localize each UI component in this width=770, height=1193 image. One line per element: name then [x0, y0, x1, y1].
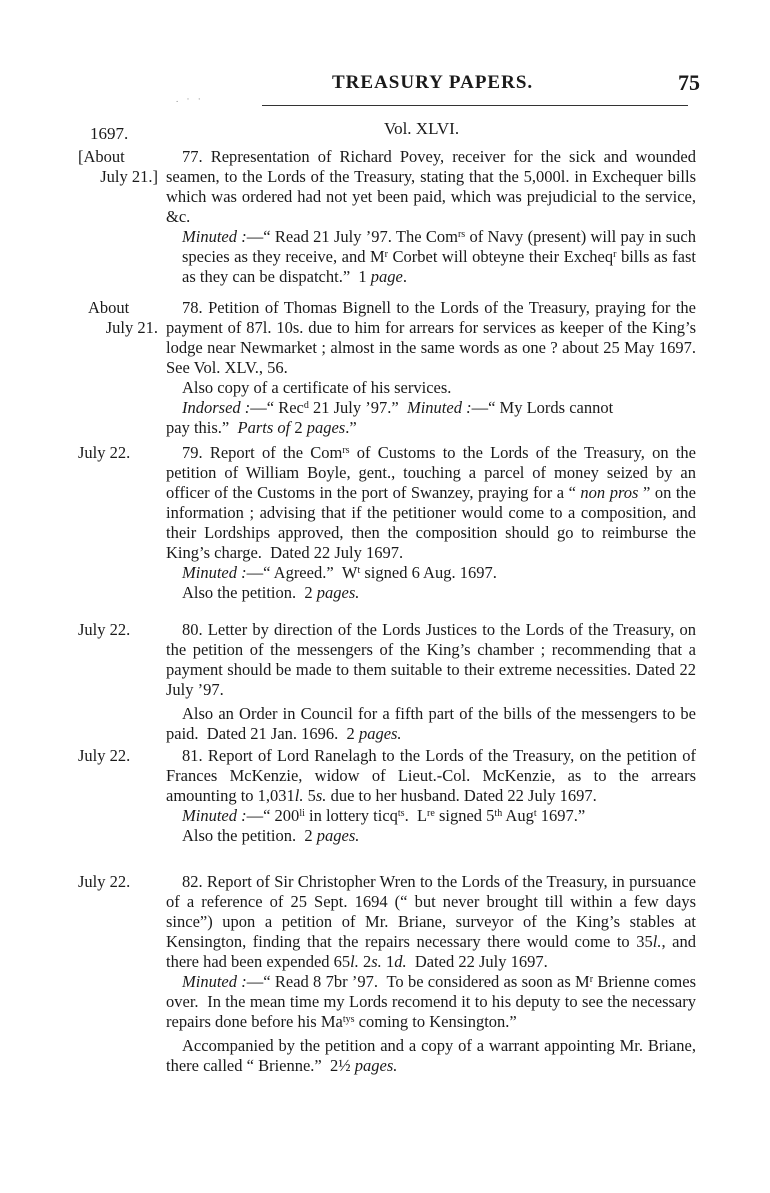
entry-body [166, 872, 696, 1076]
entry-date: About July 21. [88, 298, 158, 337]
entry-text: 80. Letter by direction of the Lords Justices to the Lords of the Treasury, on the petition of the messengers of the King’s chamber ; recommending that a payment should be made to them suitable to their extreme necessities. Dated 22 July ’97. [166, 620, 696, 699]
entry-body [166, 147, 696, 287]
entry-body [166, 298, 696, 438]
entry-also: Also the petition. 2 pages. [182, 826, 360, 845]
page-number: 75 [678, 70, 700, 95]
volume-heading: Vol. XLVI. [384, 119, 460, 138]
entry-body [166, 620, 696, 744]
entry-accompanied: Accompanied by the petition and a copy of a warrant appointing Mr. Briane, there called “ Brienne.” 2½ pages. [166, 1036, 696, 1075]
running-title: TREASURY PAPERS. [332, 72, 534, 93]
entry-indorsed: Indorsed :—“ Rec$^d$ 21 July ’97.” Minuted :—“ My Lords cannot [182, 398, 614, 417]
entry-body [166, 746, 696, 846]
entry-text: 81. Report of Lord Ranelagh to the Lords of the Treasury, on the petition of Frances McKenzie, widow of Lieut.-Col. McKenzie, as to the arrears amounting to 1,031l. 5s. due to her husband. Dated 22 July 1697. [166, 746, 696, 805]
entry-minuted: Minuted :—“ $200^{li}$ in lottery ticq$^{ts}$. Lre signed 5th Aug$^t$ 1697.” [182, 806, 586, 825]
entry-minuted: Minuted :—“ Read 21 July ’97. The Com$^{rs}$ of Navy (present) will pay in such species as they receive, and $M^r$ Corbet will obteyne their Excheq$^r$ bills as fast as they can be dispatcht.” 1 page. [182, 227, 697, 286]
entry-minuted: Minuted :—“ Read 8 7br ’97. To be considered as soon as $M^r$ Brienne comes over. In the mean time my Lords recomend it to his deputy to see the necessary repairs done before his $Ma^{tys}$ coming to Kensington.” [166, 972, 696, 1031]
year-marker: 1697. [90, 124, 129, 143]
entry-date: [About July 21.] [78, 147, 158, 186]
entry-date: July 22. [78, 443, 131, 462]
header-rule [262, 105, 688, 106]
entry-also: Also copy of a certificate of his services. [182, 378, 452, 397]
entry-indorsed-cont: pay this.” Parts of 2 pages.” [166, 418, 357, 437]
entry-date: July 22. [78, 746, 131, 765]
header-dots: . · · [176, 94, 204, 104]
entry-also: Also an Order in Council for a fifth part of the bills of the messengers to be paid. Dated 21 Jan. 1696. 2 pages. [166, 704, 696, 743]
entry-date: July 22. [78, 620, 131, 639]
entry-text: 82. Report of Sir Christopher Wren to the Lords of the Treasury, in pursuance of a reference of 25 Sept. 1694 (“ but never brought till within a few days since”) upon a petition of Mr. Briane, surveyor of the King’s stables at Kensington, finding that the repairs necessary there would come to 35l., and there had been expended 65l. 2s. 1d. Dated 22 July 1697. [166, 872, 696, 971]
entry-also: Also the petition. 2 pages. [182, 583, 360, 602]
entry-text: 77. Representation of Richard Povey, receiver for the sick and wounded seamen, to the Lords of the Treasury, stating that the 5,000l. in Exchequer bills which was ordered had not yet been paid, which was prejudicial to the service, &c. [166, 147, 696, 226]
page-header [0, 72, 770, 102]
entry-text: 78. Petition of Thomas Bignell to the Lords of the Treasury, praying for the payment of 87l. 10s. due to him for arrears for services as keeper of the King’s lodge near Newmarket ; almost in the same words as one ? about 25 May 1697. See Vol. XLV., 56. [166, 298, 696, 377]
entry-text: 79. Report of the Com$^{rs}$ of Customs to the Lords of the Treasury, on the petition of William Boyle, gent., touching a parcel of money seized by an officer of the Customs in the port of Swanzey, praying for a “ non pros ” on the information ; advising that if the petitioner would come to a composition, and their Lordships approved, then the composition should go to reimburse the King’s charge. Dated 22 July 1697. [166, 443, 697, 562]
entry-body [166, 443, 696, 603]
entry-minuted: Minuted :—“ Agreed.” $W^t$ signed 6 Aug. 1697. [182, 563, 497, 582]
entry-date: July 22. [78, 872, 131, 891]
